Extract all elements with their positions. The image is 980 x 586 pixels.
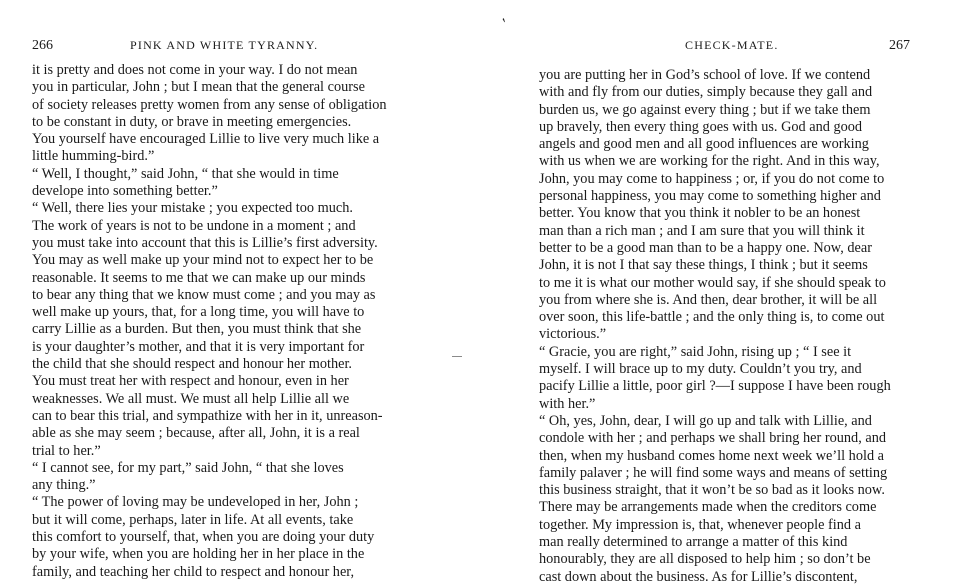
gutter-dash [452, 356, 462, 357]
text-line: is your daughter’s mother, and that it is very important for [32, 338, 365, 355]
text-line: you are putting her in God’s school of love. If we contend [539, 67, 871, 83]
text-line: cast down about the business. As for Lillie’s discontent, [539, 568, 858, 585]
left-page-number: 266 [32, 38, 53, 53]
text-line: “ The power of loving may be undeveloped in her, John ; [32, 494, 359, 511]
right-page [500, 0, 980, 585]
text-line: together. My impression is, that, whenever people find a [539, 516, 862, 533]
text-line: reasonable. It seems to me that we can make up our minds [32, 269, 366, 286]
top-ink-mark: ′ [500, 15, 513, 32]
text-line: well make up yours, that, for a long time, you will have to [32, 304, 365, 321]
text-line: this comfort to yourself, that, when you are doing your duty [32, 529, 375, 546]
text-line: but it will come, perhaps, later in life. At all events, take [32, 511, 354, 528]
left-page-body [32, 62, 408, 581]
text-line: with and fly from our duties, simply because they gall and [539, 84, 873, 101]
text-line: weaknesses. We all must. We must all help Lillie all we [32, 390, 350, 407]
text-line: over soon, this life-battle ; and the only thing is, to come out [539, 309, 885, 326]
text-line: can to bear this trial, and sympathize with her in it, unreason- [32, 407, 383, 424]
text-line: you must take into account that this is Lillie’s first adversity. [32, 234, 378, 251]
text-line: the child that she should respect and honour her mother. [32, 356, 353, 373]
text-line: better to be a good man than to be a happy one. Now, dear [539, 239, 872, 256]
text-line: with us when we are working for the right. And in this way, [539, 153, 880, 170]
text-line: “ I cannot see, for my part,” said John, “ that she loves [32, 459, 344, 476]
text-line: up bravely, then every thing goes with us. God and good [539, 118, 863, 135]
text-line: carry Lillie as a burden. But then, you must think that she [32, 321, 362, 338]
text-line: victorious.” [539, 326, 607, 343]
text-line: trial to her.” [32, 442, 101, 459]
text-line: “ Gracie, you are right,” said John, rising up ; “ I see it [539, 343, 852, 360]
text-line: “ Well, there lies your mistake ; you expected too much. [32, 200, 353, 217]
text-line: pacify Lillie a little, poor girl ?—I suppose I have been rough [539, 378, 891, 395]
text-line: then, when my husband comes home next week we’ll hold a [539, 447, 885, 464]
text-line: little humming-bird.” [32, 148, 155, 165]
text-line: man really determined to arrange a matter of this kind [539, 534, 848, 551]
text-line: John, you may come to happiness ; or, if you do not come to [539, 170, 885, 187]
text-line: family, and teaching her child to respect and honour her, [32, 563, 355, 580]
right-page-number: 267 [889, 38, 910, 53]
text-line: You may as well make up your mind not to expect her to be [32, 252, 374, 269]
text-line: There may be arrangements made when the creditors come [539, 499, 877, 516]
text-line: myself. I will brace up to my duty. Couldn’t you try, and [539, 361, 862, 378]
text-line: develope into something better.” [32, 183, 218, 200]
text-line: “ Well, I thought,” said John, “ that she would in time [32, 165, 339, 182]
text-line: You yourself have encouraged Lillie to live very much like a [32, 131, 380, 148]
text-line: John, it is not I that say these things, I think ; but it seems [539, 257, 868, 274]
text-line: angels and good men and all good influences are working [539, 136, 869, 153]
text-line: this business straight, that it won’t be so bad as it looks now. [539, 482, 885, 499]
text-line: man than a rich man ; and I am sure that you will think it [539, 222, 865, 239]
text-line: burden us, we go against every thing ; but if we take them [539, 101, 871, 118]
text-line: to bear any thing that we know must come ; and you may as [32, 286, 376, 303]
left-running-title: PINK AND WHITE TYRANNY. [130, 38, 319, 52]
text-line: it is pretty and does not come in your way. I do not mean [32, 62, 358, 78]
text-line: to be constant in duty, or brave in meeting emergencies. [32, 113, 352, 130]
text-line: family palaver ; he will find some ways and means of setting [539, 464, 888, 481]
text-line: to me it is what our mother would say, if she should speak to [539, 274, 886, 291]
text-line: of society releases pretty women from any sense of obligation [32, 96, 387, 113]
text-line: The work of years is not to be undone in a moment ; and [32, 217, 356, 234]
right-page-body [539, 67, 915, 586]
text-line: you in particular, John ; but I mean that the general course [32, 79, 365, 96]
right-running-title: CHECK-MATE. [685, 38, 779, 52]
text-line: with her.” [539, 395, 596, 412]
text-line: You must treat her with respect and honour, even in her [32, 373, 349, 390]
text-line: you from where she is. And then, dear brother, it will be all [539, 291, 878, 308]
text-line: any thing.” [32, 477, 96, 494]
text-line: condole with her ; and perhaps we shall bring her round, and [539, 430, 886, 447]
text-line: personal happiness, you may come to something higher and [539, 188, 881, 205]
text-line: able as she may seem ; because, after all, John, it is a real [32, 425, 360, 442]
text-line: by your wife, when you are holding her in her place in the [32, 546, 365, 563]
text-line: better. You know that you think it nobler to be an honest [539, 205, 861, 222]
text-line: honourably, they are all disposed to help him ; so don’t be [539, 551, 871, 568]
text-line: “ Oh, yes, John, dear, I will go up and talk with Lillie, and [539, 412, 872, 429]
